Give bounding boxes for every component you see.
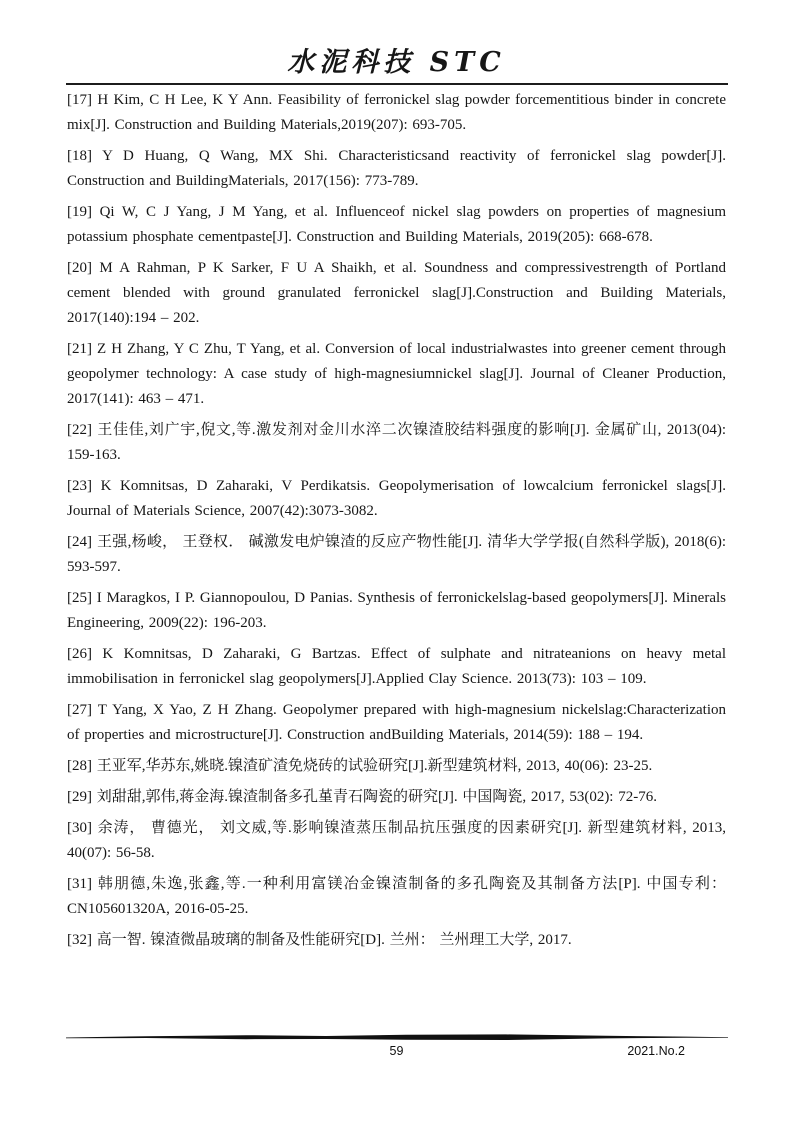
journal-title: 水泥科技 STC xyxy=(287,47,506,78)
issue-label: 2021.No.2 xyxy=(627,1044,685,1058)
header-rule xyxy=(66,83,728,85)
reference-item: [17] H Kim, C H Lee, K Y Ann. Feasibility of ferronickel slag powder forcementitious binder in concrete mix[J]. Construction and Building Materials,2019(207): 693-705. xyxy=(67,92,726,133)
reference-item: [28] 王亚军,华苏东,姚晓.镍渣矿渣免烧砖的试验研究[J].新型建筑材料, 2013, 40(06): 23-25. xyxy=(67,758,653,774)
reference-item: [30] 余涛， 曹德光， 刘文威,等.影响镍渣蒸压制品抗压强度的因素研究[J]. 新型建筑材料, 2013, 40(07): 56-58. xyxy=(67,820,726,861)
references-list xyxy=(67,88,726,959)
reference-item: [24] 王强,杨峻， 王登权． 碱激发电炉镍渣的反应产物性能[J]. 清华大学学报(自然科学版), 2018(6): 593-597. xyxy=(67,534,726,575)
reference-item: [20] M A Rahman, P K Sarker, F U A Shaikh, et al. Soundness and compressivestrength of Portland cement blended with ground granulated ferronickel slag[J].Construction and Building Materials, 2017(140):194 – 202. xyxy=(67,260,726,326)
reference-item: [18] Y D Huang, Q Wang, MX Shi. Characteristicsand reactivity of ferronickel slag powder[J]. Construction and BuildingMaterials, 2017(156): 773-789. xyxy=(67,148,726,189)
reference-item: [31] 韩朋德,朱逸,张鑫,等.一种利用富镁冶金镍渣制备的多孔陶瓷及其制备方法[P]. 中国专利： CN105601320A, 2016-05-25. xyxy=(67,876,726,917)
reference-item: [19] Qi W, C J Yang, J M Yang, et al. Influenceof nickel slag powders on properties of magnesium potassium phosphate cementpaste[J]. Construction and Building Materials, 2019(205): 668-678. xyxy=(67,204,726,245)
reference-item: [22] 王佳佳,刘广宇,倪文,等.激发剂对金川水淬二次镍渣胶结料强度的影响[J]. 金属矿山, 2013(04): 159-163. xyxy=(67,422,726,463)
reference-item: [27] T Yang, X Yao, Z H Zhang. Geopolymer prepared with high-magnesium nickelslag:Characterization of properties and microstructure[J]. Construction andBuilding Materials, 2014(59): 188 – 194. xyxy=(67,702,726,743)
reference-item: [23] K Komnitsas, D Zaharaki, V Perdikatsis. Geopolymerisation of lowcalcium ferronickel slags[J]. Journal of Materials Science, 2007(42):3073-3082. xyxy=(67,478,726,519)
reference-item: [25] I Maragkos, I P. Giannopoulou, D Panias. Synthesis of ferronickelslag-based geopolymers[J]. Minerals Engineering, 2009(22): 196-203. xyxy=(67,590,726,631)
footer-divider-rule xyxy=(66,1033,728,1043)
reference-item: [32] 高一智. 镍渣微晶玻璃的制备及性能研究[D]. 兰州： 兰州理工大学, 2017. xyxy=(67,932,572,948)
reference-item: [29] 刘甜甜,郭伟,蒋金海.镍渣制备多孔堇青石陶瓷的研究[J]. 中国陶瓷, 2017, 53(02): 72-76. xyxy=(67,789,657,805)
reference-item: [26] K Komnitsas, D Zaharaki, G Bartzas. Effect of sulphate and nitrateanions on heavy metal immobilisation in ferronickel slag geopolymers[J].Applied Clay Science. 2013(73): 103 – 109. xyxy=(67,646,726,687)
reference-item: [21] Z H Zhang, Y C Zhu, T Yang, et al. Conversion of local industrialwastes into greener cement through geopolymer technology: A case study of high-magnesiumnickel slag[J]. Journal of Cleaner Production, 2017(141): 463 – 471. xyxy=(67,341,726,407)
page-number: 59 xyxy=(389,1044,404,1058)
